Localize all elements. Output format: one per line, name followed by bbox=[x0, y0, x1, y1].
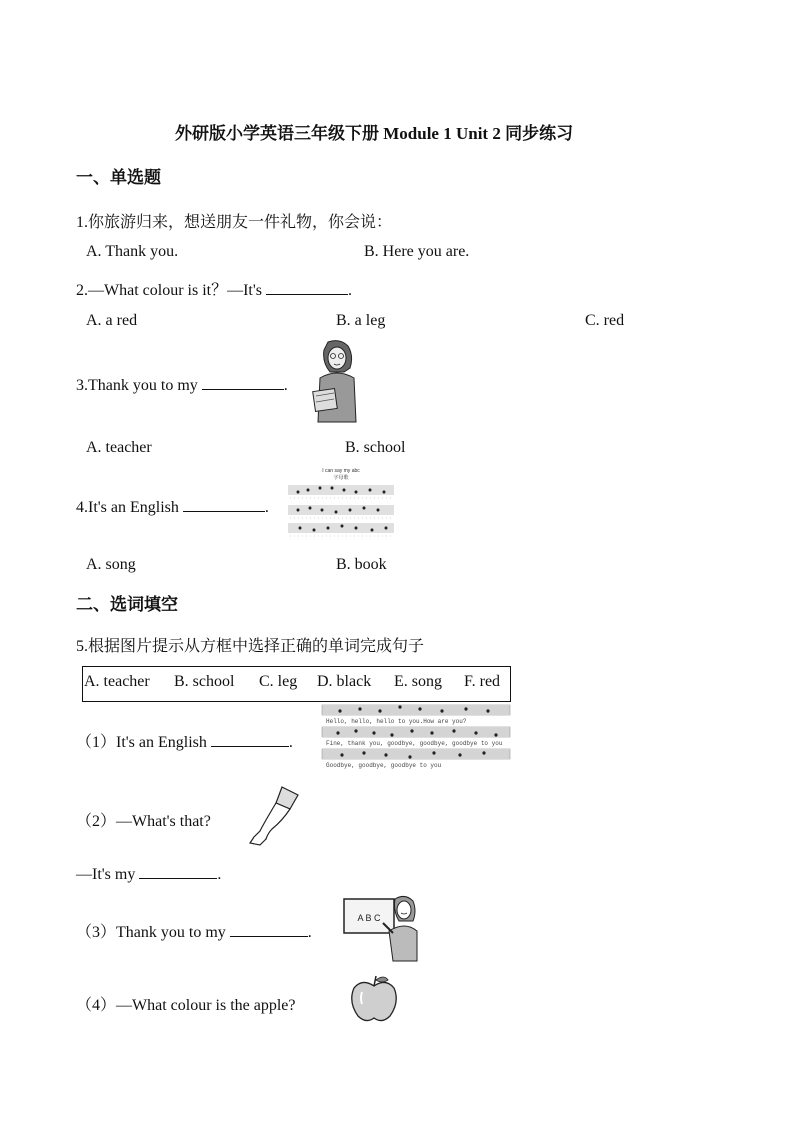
answer-blank[interactable] bbox=[266, 280, 348, 295]
sub-question-3-end: . bbox=[307, 924, 312, 941]
song-lyric-line-3: Goodbye, goodbye, goodbye to you bbox=[326, 762, 442, 769]
word-option: F. red bbox=[464, 673, 501, 690]
answer-blank[interactable] bbox=[211, 732, 289, 747]
hello-song-sheet-picture bbox=[320, 703, 512, 771]
word-option: E. song bbox=[394, 673, 442, 690]
question-3-stem bbox=[76, 375, 288, 395]
sub-question-4: （4）—What colour is the apple? bbox=[76, 997, 296, 1014]
answer-blank[interactable] bbox=[202, 375, 284, 390]
sheet-subtitle: 字母歌 bbox=[333, 475, 349, 481]
question-3-option-a: A. teacher bbox=[86, 439, 152, 456]
question-4-option-a: A. song bbox=[86, 556, 136, 573]
word-option: B. school bbox=[174, 673, 235, 690]
sub-question-1-text: （1）It's an English bbox=[76, 734, 207, 751]
apple-picture bbox=[348, 974, 400, 1024]
word-option: D. black bbox=[317, 673, 372, 690]
song-lyric-line-1: Hello, hello, hello to you.How are you? bbox=[326, 718, 467, 725]
word-option: A. teacher bbox=[84, 673, 150, 690]
question-3-end: . bbox=[283, 377, 288, 394]
teacher-with-book-picture bbox=[310, 338, 360, 424]
word-bank-box bbox=[82, 666, 511, 702]
answer-blank[interactable] bbox=[183, 497, 265, 512]
question-4-stem bbox=[76, 497, 269, 517]
question-2-text: 2.—What colour is it？—It's bbox=[76, 282, 262, 299]
sub-question-2-answer-text: —It's my bbox=[76, 866, 136, 883]
answer-blank[interactable] bbox=[230, 922, 308, 937]
answer-blank[interactable] bbox=[139, 864, 217, 879]
page-title: 外研版小学英语三年级下册 Module 1 Unit 2 同步练习 bbox=[175, 124, 574, 143]
question-2-option-a: A. a red bbox=[86, 312, 138, 329]
sub-question-3-text: （3）Thank you to my bbox=[76, 924, 226, 941]
question-2-end: . bbox=[347, 282, 352, 299]
teacher-at-blackboard-picture bbox=[343, 893, 419, 963]
sub-question-1 bbox=[76, 729, 293, 752]
sub-question-2-end: . bbox=[217, 866, 222, 883]
question-4-end: . bbox=[264, 499, 269, 516]
sub-question-2: （2）—What's that? bbox=[76, 813, 211, 830]
question-4-option-b: B. book bbox=[336, 556, 387, 573]
question-4-text: 4.It's an English bbox=[76, 499, 179, 516]
question-2-stem bbox=[76, 277, 352, 300]
section-heading-fill-in: 二、选词填空 bbox=[76, 595, 178, 614]
section-heading-single-choice: 一、单选题 bbox=[76, 168, 161, 187]
question-1-stem: 1.你旅游归来，想送朋友一件礼物，你会说： bbox=[76, 214, 393, 231]
sub-question-1-end: . bbox=[288, 734, 293, 751]
question-3-text: 3.Thank you to my bbox=[76, 377, 198, 394]
leg-picture bbox=[246, 785, 302, 849]
song-lyric-line-2: Fine, thank you, goodbye, goodbye, goodbye to you bbox=[326, 740, 503, 747]
question-5-stem: 5.根据图片提示从方框中选择正确的单词完成句子 bbox=[76, 638, 425, 655]
blackboard-text: A B C bbox=[357, 913, 381, 923]
question-3-option-b: B. school bbox=[345, 439, 406, 456]
sheet-title: I can say my abc bbox=[322, 468, 360, 474]
question-1-option-b: B. Here you are. bbox=[364, 243, 470, 260]
alphabet-song-sheet-picture bbox=[286, 466, 396, 546]
sub-question-2-answer bbox=[76, 864, 221, 884]
sub-question-3 bbox=[76, 919, 312, 942]
question-2-option-c: C. red bbox=[585, 312, 625, 329]
question-2-option-b: B. a leg bbox=[336, 312, 386, 329]
question-1-option-a: A. Thank you. bbox=[86, 243, 179, 260]
word-option: C. leg bbox=[259, 673, 298, 690]
